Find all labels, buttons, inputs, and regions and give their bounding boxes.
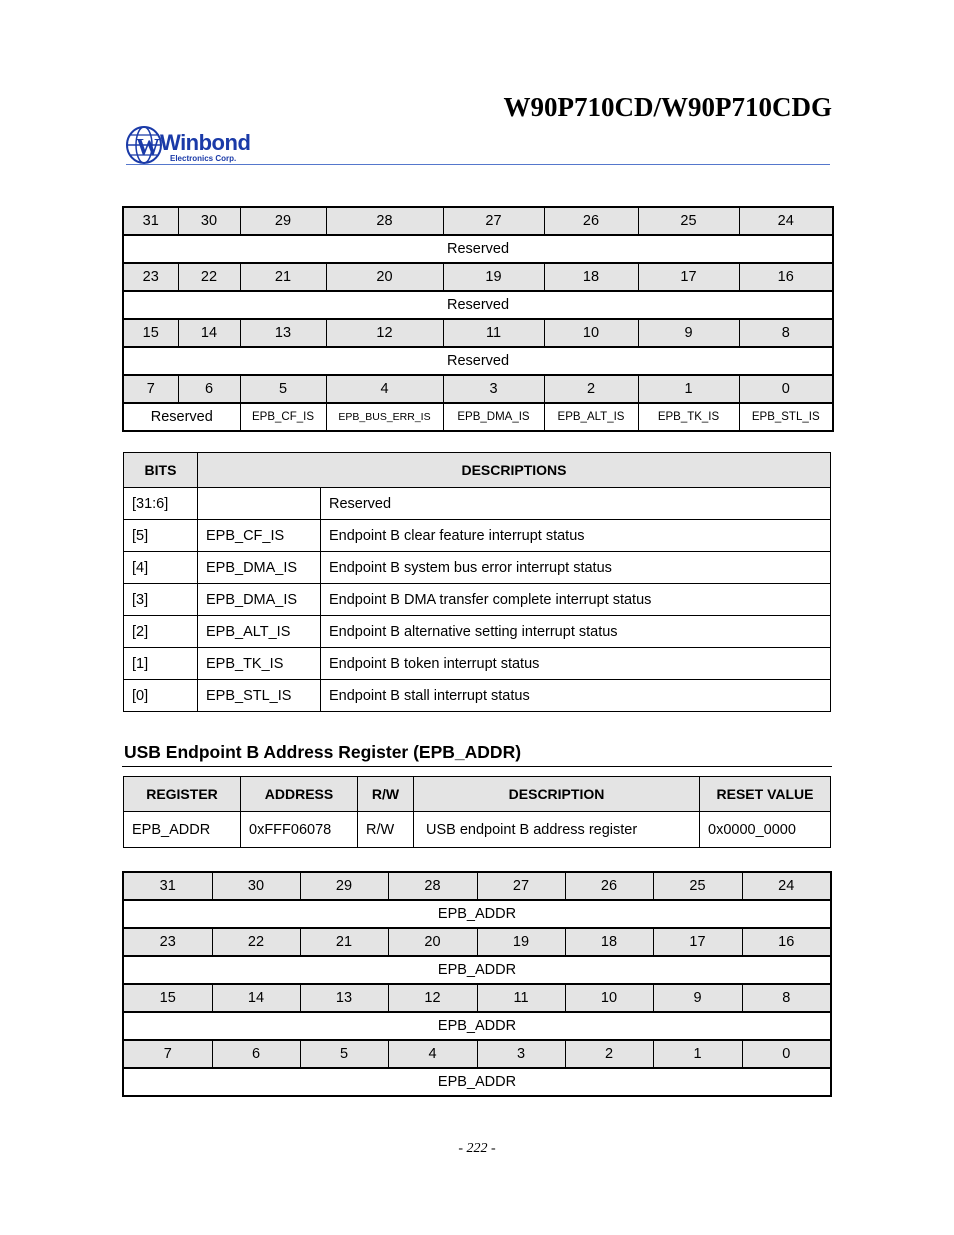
bit-number: 14	[178, 319, 240, 347]
bit-number: 22	[212, 928, 300, 956]
bit-field: EPB_ADDR	[123, 1068, 831, 1096]
bit-description-table	[123, 452, 831, 712]
table-row	[124, 552, 831, 584]
bits-cell: [3]	[124, 584, 198, 616]
bit-number: 11	[443, 319, 544, 347]
bit-field: Reserved	[123, 235, 833, 263]
bit-number: 10	[544, 319, 638, 347]
bit-field: EPB_ADDR	[123, 956, 831, 984]
column-header: R/W	[358, 777, 414, 812]
field-name-cell: EPB_STL_IS	[198, 680, 321, 712]
bit-field: EPB_ALT_IS	[544, 403, 638, 431]
bit-number: 31	[123, 872, 212, 900]
description-cell: Endpoint B DMA transfer complete interrupt status	[321, 584, 831, 616]
rw-cell: R/W	[358, 812, 414, 848]
register-name-cell: EPB_ADDR	[124, 812, 241, 848]
header-divider	[126, 164, 830, 165]
bit-number: 10	[565, 984, 653, 1012]
bit-number: 14	[212, 984, 300, 1012]
description-cell: USB endpoint B address register	[414, 812, 700, 848]
bit-number: 22	[178, 263, 240, 291]
bit-number: 20	[388, 928, 477, 956]
bit-number: 18	[544, 263, 638, 291]
address-cell: 0xFFF06078	[241, 812, 358, 848]
register-summary-table	[123, 776, 831, 848]
column-header: BITS	[124, 453, 198, 488]
table-header-row	[124, 777, 831, 812]
page-number: - 222 -	[458, 1141, 496, 1156]
table-row	[124, 520, 831, 552]
bit-field: EPB_TK_IS	[638, 403, 739, 431]
table-row	[124, 616, 831, 648]
bit-number: 7	[123, 375, 178, 403]
bit-field: EPB_ADDR	[123, 1012, 831, 1040]
bit-number: 23	[123, 263, 178, 291]
bit-number: 12	[388, 984, 477, 1012]
description-cell: Reserved	[321, 488, 831, 520]
bits-cell: [2]	[124, 616, 198, 648]
bit-field: EPB_DMA_IS	[443, 403, 544, 431]
bit-number-row	[123, 263, 833, 291]
field-name-cell: EPB_TK_IS	[198, 648, 321, 680]
bit-number: 15	[123, 319, 178, 347]
bit-number: 2	[565, 1040, 653, 1068]
field-name-cell: EPB_DMA_IS	[198, 552, 321, 584]
svg-text:W: W	[136, 135, 160, 161]
description-cell: Endpoint B token interrupt status	[321, 648, 831, 680]
bit-number-row	[123, 1040, 831, 1068]
bit-number: 9	[653, 984, 742, 1012]
column-header: RESET VALUE	[700, 777, 831, 812]
bit-number: 12	[326, 319, 443, 347]
status-register-bit-map	[122, 206, 834, 432]
table-header-row	[124, 453, 831, 488]
section-divider	[122, 766, 832, 767]
table-row	[124, 488, 831, 520]
description-cell: Endpoint B alternative setting interrupt status	[321, 616, 831, 648]
bit-number-row	[123, 984, 831, 1012]
bit-number: 30	[212, 872, 300, 900]
bit-field-row	[123, 235, 833, 263]
section-heading: USB Endpoint B Address Register (EPB_ADDR)	[124, 742, 522, 762]
bit-number: 18	[565, 928, 653, 956]
bit-number: 27	[443, 207, 544, 235]
table-row	[124, 648, 831, 680]
winbond-logo	[126, 125, 256, 167]
reset-value-cell: 0x0000_0000	[700, 812, 831, 848]
bit-number: 29	[240, 207, 326, 235]
field-name-cell: EPB_DMA_IS	[198, 584, 321, 616]
bits-cell: [4]	[124, 552, 198, 584]
bit-number: 25	[638, 207, 739, 235]
bit-number: 5	[240, 375, 326, 403]
column-header: ADDRESS	[241, 777, 358, 812]
bit-field-row	[123, 347, 833, 375]
logo-tagline: Electronics Corp.	[170, 154, 237, 163]
description-cell: Endpoint B clear feature interrupt status	[321, 520, 831, 552]
bit-number: 29	[300, 872, 388, 900]
document-title: W90P710CD/W90P710CDG	[503, 92, 832, 122]
bit-number: 6	[178, 375, 240, 403]
bits-cell: [0]	[124, 680, 198, 712]
bit-field-row	[123, 291, 833, 319]
bit-number: 2	[544, 375, 638, 403]
bit-number: 16	[739, 263, 833, 291]
bit-number: 8	[739, 319, 833, 347]
field-name-cell	[198, 488, 321, 520]
bit-number-row	[123, 375, 833, 403]
bits-cell: [1]	[124, 648, 198, 680]
bit-number-row	[123, 319, 833, 347]
bit-number: 16	[742, 928, 831, 956]
logo-wordmark: Winbond	[160, 130, 251, 155]
bit-field: EPB_CF_IS	[240, 403, 326, 431]
bit-field-row	[123, 1012, 831, 1040]
bit-number: 15	[123, 984, 212, 1012]
table-row	[124, 812, 831, 848]
bit-number: 6	[212, 1040, 300, 1068]
bits-cell: [5]	[124, 520, 198, 552]
column-header: REGISTER	[124, 777, 241, 812]
bit-number: 19	[443, 263, 544, 291]
bit-number: 0	[742, 1040, 831, 1068]
description-cell: Endpoint B stall interrupt status	[321, 680, 831, 712]
bit-number: 1	[638, 375, 739, 403]
bit-number: 24	[739, 207, 833, 235]
bit-number: 1	[653, 1040, 742, 1068]
bit-number-row	[123, 207, 833, 235]
bit-number: 24	[742, 872, 831, 900]
bit-number: 25	[653, 872, 742, 900]
bit-field-row	[123, 1068, 831, 1096]
field-name-cell: EPB_ALT_IS	[198, 616, 321, 648]
address-register-bit-map	[122, 871, 832, 1097]
bit-number: 4	[326, 375, 443, 403]
table-row	[124, 680, 831, 712]
bit-number: 21	[240, 263, 326, 291]
bit-number: 17	[638, 263, 739, 291]
bit-number: 3	[477, 1040, 565, 1068]
bit-number: 7	[123, 1040, 212, 1068]
bit-number: 26	[565, 872, 653, 900]
bit-number: 23	[123, 928, 212, 956]
column-header: DESCRIPTION	[414, 777, 700, 812]
bit-field-row	[123, 403, 833, 431]
description-cell: Endpoint B system bus error interrupt status	[321, 552, 831, 584]
bit-number-row	[123, 928, 831, 956]
bit-number: 13	[300, 984, 388, 1012]
bit-number: 21	[300, 928, 388, 956]
bit-number: 3	[443, 375, 544, 403]
bit-number: 17	[653, 928, 742, 956]
bit-field: Reserved	[123, 291, 833, 319]
bit-field-row	[123, 956, 831, 984]
bit-number: 9	[638, 319, 739, 347]
bit-number: 27	[477, 872, 565, 900]
bit-field: EPB_BUS_ERR_IS	[326, 403, 443, 431]
table-row	[124, 584, 831, 616]
bit-number: 28	[326, 207, 443, 235]
bit-field: EPB_STL_IS	[739, 403, 833, 431]
bit-number: 31	[123, 207, 178, 235]
bit-number: 20	[326, 263, 443, 291]
field-name-cell: EPB_CF_IS	[198, 520, 321, 552]
bit-field: Reserved	[123, 403, 240, 431]
bit-number: 26	[544, 207, 638, 235]
bit-number: 4	[388, 1040, 477, 1068]
bit-number: 30	[178, 207, 240, 235]
bit-field-row	[123, 900, 831, 928]
bit-number: 11	[477, 984, 565, 1012]
bit-field: EPB_ADDR	[123, 900, 831, 928]
bit-number-row	[123, 872, 831, 900]
bit-number: 19	[477, 928, 565, 956]
bit-number: 8	[742, 984, 831, 1012]
bit-number: 13	[240, 319, 326, 347]
bit-number: 0	[739, 375, 833, 403]
bit-field: Reserved	[123, 347, 833, 375]
bits-cell: [31:6]	[124, 488, 198, 520]
bit-number: 28	[388, 872, 477, 900]
globe-icon	[126, 125, 162, 165]
column-header: DESCRIPTIONS	[198, 453, 831, 488]
bit-number: 5	[300, 1040, 388, 1068]
